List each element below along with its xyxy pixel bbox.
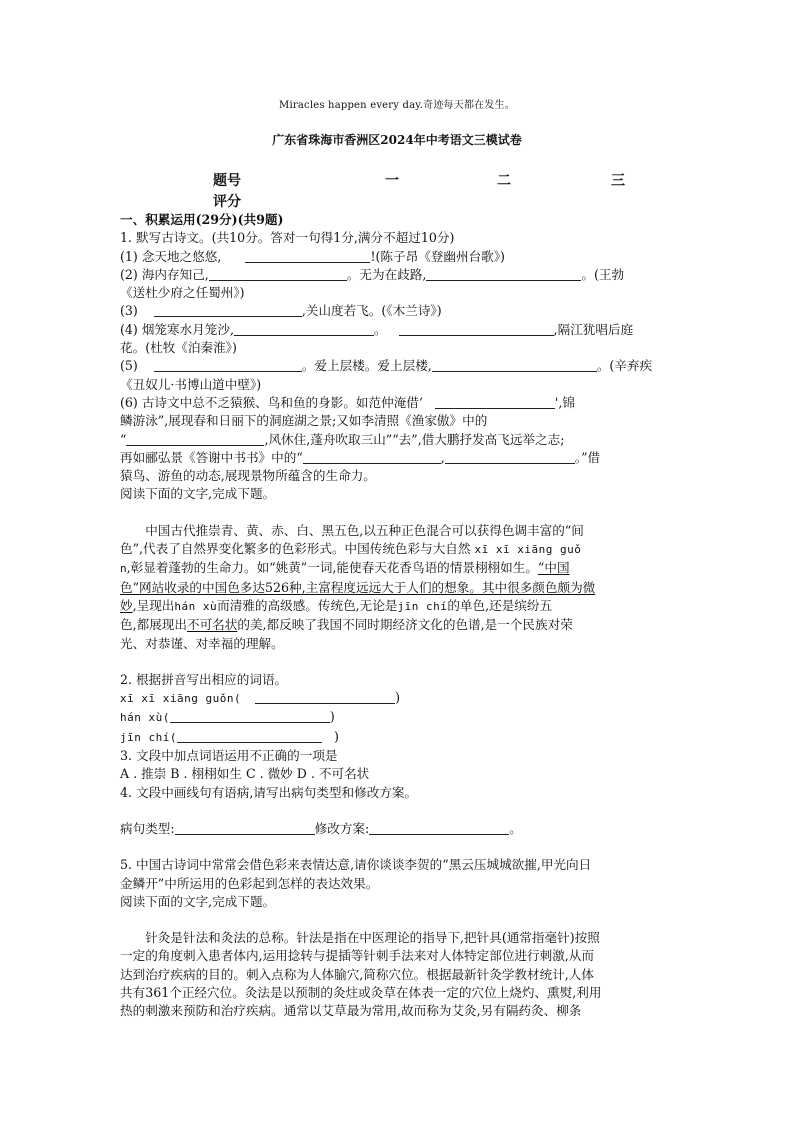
- section-heading: 一、积累运用(29分)(共9题): [120, 212, 284, 227]
- answer-blank[interactable]: [177, 729, 322, 743]
- q1-item-4-cont: 花。(杜牧《泊秦淮》): [120, 340, 237, 356]
- q4-answer-line: 病句类型: 修改方案: 。: [120, 820, 522, 836]
- q1-item-6-l3: “ ,风休住,蓬舟吹取三山”“去”,借大鹏抒发高飞远举之志;: [120, 431, 565, 447]
- answer-blank[interactable]: [369, 821, 509, 835]
- q1-item-6-l5: 猿鸟、游鱼的动态,展现景物所蕴含的生命力。: [120, 468, 376, 484]
- answer-blank[interactable]: [303, 450, 441, 464]
- answer-blank[interactable]: [234, 322, 374, 336]
- q1-item-5-cont: 《丑奴儿·书博山道中壁》): [120, 376, 262, 392]
- q2-item-b: hán xù( ): [120, 709, 335, 725]
- answer-blank[interactable]: [435, 395, 555, 409]
- score-table: [0, 170, 794, 210]
- q3-stem: 3. 文段中加点词语运用不正确的一项是: [120, 748, 338, 764]
- passage2-line-4: 共有361个正经穴位。灸法是以预制的灸炷或灸草在体表一定的穴位上烧灼、熏熨,利用: [120, 984, 602, 1000]
- q3-options[interactable]: A . 推崇 B . 栩栩如生 C . 微妙 D . 不可名状: [120, 766, 370, 782]
- exam-content: [120, 211, 678, 1021]
- reading-instruction-2: 阅读下面的文字,完成下题。: [120, 893, 276, 909]
- answer-blank[interactable]: [209, 267, 347, 281]
- q4-stem: 4. 文段中画线句有语病,请写出病句类型和修改方案。: [120, 784, 418, 800]
- answer-blank[interactable]: [245, 249, 370, 263]
- answer-blank[interactable]: [255, 690, 395, 704]
- answer-blank[interactable]: [175, 821, 315, 835]
- q5-line-1: 5. 中国古诗词中常常会借色彩来表情达意,请你谈谈李贺的“黑云压城城欲摧,甲光向日: [120, 857, 592, 873]
- answer-blank[interactable]: [126, 432, 264, 446]
- answer-blank[interactable]: [170, 709, 330, 723]
- q1-item-2: (2) 海内存知己, 。无为在歧路, 。(王勃: [120, 266, 625, 282]
- passage1-line-3: n,彰显着蓬勃的生命力。如“姚黄”一词,能使春天花香鸟语的情景栩栩如生。“中国: [120, 560, 570, 576]
- q2-item-a: xī xī xiāng guǒn( ): [120, 690, 401, 706]
- q2-stem: 2. 根据拼音写出相应的词语。: [120, 671, 288, 687]
- q1-item-5: (5) 。爱上层楼。爱上层楼, 。(辛弃疾: [120, 358, 653, 374]
- pinyin-jinchi: jīn chí: [397, 599, 448, 613]
- passage2-line-2: 一定的角度刺入患者体内,运用捻转与提插等针刺手法来对人体特定部位进行刺激,从而: [120, 948, 594, 964]
- answer-blank[interactable]: [399, 322, 554, 336]
- pinyin-xixiangguo: xī xī xiāng guǒ: [474, 543, 582, 557]
- answer-blank[interactable]: [426, 267, 581, 281]
- passage1-line-1: 中国古代推崇青、黄、赤、白、黑五色,以五种正色混合可以获得色调丰富的“间: [145, 522, 584, 538]
- q1-stem: 1. 默写古诗文。(共10分。答对一句得1分,满分不超过10分): [120, 230, 455, 246]
- passage1-line-7: 光、对恭谨、对幸福的理解。: [120, 635, 284, 651]
- q5-line-2: 金鳞开”中所运用的色彩起到怎样的表达效果。: [120, 875, 379, 891]
- answer-blank[interactable]: [432, 358, 597, 372]
- passage2-line-3: 达到治疗疾病的目的。刺入点称为人体腧穴,简称穴位。根据最新针灸学教材统计,人体: [120, 966, 594, 982]
- score-row-label-number: 题号: [213, 173, 241, 189]
- q1-item-2-cont: 《送杜少府之任蜀州》): [120, 285, 245, 301]
- score-row-label-score: 评分: [213, 194, 241, 210]
- q1-item-6: (6) 古诗文中总不乏猿猴、鸟和鱼的身影。如范仲淹借‘ ',锦: [120, 394, 575, 410]
- score-col-2: 二: [497, 173, 511, 189]
- q1-item-4: (4) 烟笼寒水月笼沙, 。 ,隔江犹唱后庭: [120, 321, 634, 337]
- score-col-1: 一: [385, 173, 399, 189]
- answer-blank[interactable]: [445, 450, 575, 464]
- page-motto: Miracles happen every day.奇迹每天都在发生。: [279, 100, 515, 111]
- passage1-line-6: 色,都展现出不可名状的美,都反映了我国不同时期经济文化的色谱,是一个民族对荣: [120, 617, 573, 633]
- q2-item-c: jīn chí( ): [120, 728, 339, 744]
- q1-item-6-l4: 再如郦弘景《答谢中书书》中的“ , 。”借: [120, 449, 601, 465]
- answer-blank[interactable]: [154, 358, 302, 372]
- pinyin-hanxu: hán xù: [174, 599, 218, 613]
- passage1-line-2: 色”,代表了自然界变化繁多的色彩形式。中国传统色彩与大自然 xī xī xiāng guǒ: [120, 541, 582, 557]
- passage2-line-5: 热的刺激来预防和治疗疾病。通常以艾草最为常用,故而称为艾灸,另有隔药灸、柳条: [120, 1003, 582, 1019]
- q1-item-1: (1) 念天地之悠悠, !(陈子昂《登幽州台歌》): [120, 248, 505, 264]
- q1-item-3: (3) ,关山度若飞。(《木兰诗》): [120, 303, 442, 319]
- reading-instruction-1: 阅读下面的文字,完成下题。: [120, 486, 276, 502]
- passage1-line-4-underlined: 色”网站收录的中国色多达526种,主富程度远远大于人们的想象。其中很多颜色颇为微: [120, 579, 596, 595]
- exam-title: 广东省珠海市香洲区2024年中考语文三模试卷: [272, 133, 522, 147]
- passage2-line-1: 针灸是针法和灸法的总称。针法是指在中医理论的指导下,把针具(通常指毫针)按照: [145, 930, 600, 946]
- passage1-line-5: 妙,呈现出hán xù而清雅的高级感。传统色,无论是jīn chí的单色,还是缤纷五: [120, 597, 553, 613]
- answer-blank[interactable]: [154, 303, 302, 317]
- q1-item-6-l2: 鳞游泳”,展现春和日丽下的洞庭湖之景;又如李清照《渔家傲》中的: [120, 413, 488, 429]
- score-col-3: 三: [611, 173, 625, 189]
